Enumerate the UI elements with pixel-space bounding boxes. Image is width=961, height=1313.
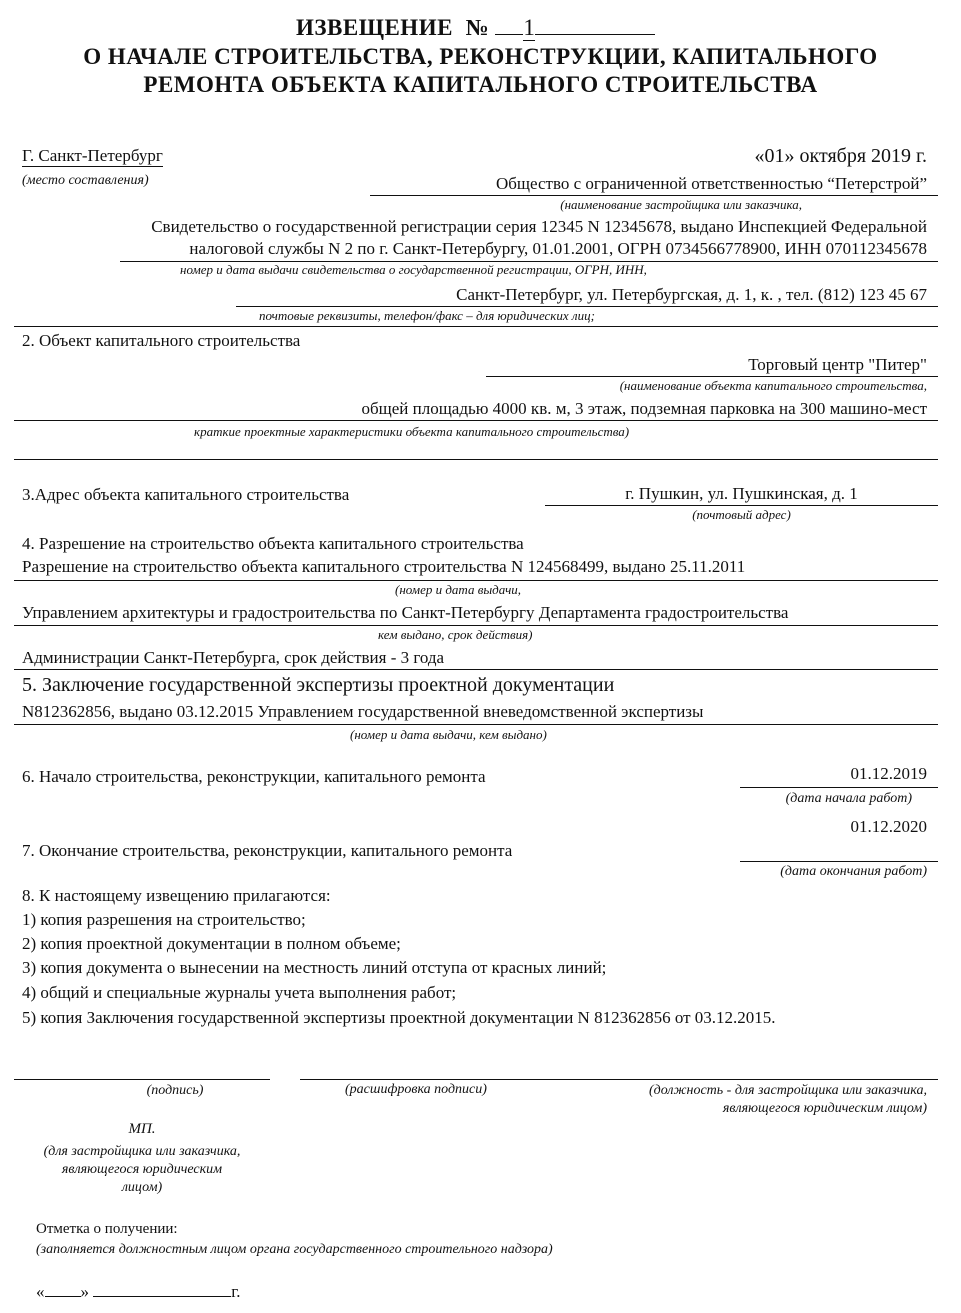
separator-line-1 [14, 326, 938, 327]
title-line-2: О НАЧАЛЕ СТРОИТЕЛЬСТВА, РЕКОНСТРУКЦИИ, КАПИТАЛЬНОГО [83, 44, 878, 69]
decoding-caption: (расшифровка подписи) [345, 1082, 487, 1097]
start-date: 01.12.2019 [850, 764, 927, 783]
section-2-label: 2. Объект капитального строительства [22, 331, 301, 350]
developer-name: Общество с ограниченной ответственностью “Петерстрой” [496, 174, 927, 193]
section-3-label: 3.Адрес объекта капитального строительства [22, 485, 350, 504]
place-caption: (место составления) [22, 173, 149, 188]
registration-line-1: Свидетельство о государственной регистрации серия 12345 N 12345678, выдано Инспекцией Федеральной [151, 217, 927, 236]
decoding-position-line [300, 1079, 938, 1080]
contacts-line [236, 306, 938, 307]
seal-caption-1: (для застройщика или заказчика, [43, 1144, 241, 1159]
position-caption-2: являющегося юридическим лицом) [722, 1101, 927, 1116]
position-caption-1: (должность - для застройщика или заказчика, [649, 1083, 927, 1098]
developer-name-line [370, 195, 938, 196]
permit-line [14, 580, 938, 581]
notice-number: 1 [523, 15, 536, 40]
expertise-line [14, 724, 938, 725]
permit-issuer: Управлением архитектуры и градостроительства по Санкт-Петербургу Департамента градостроительства [22, 603, 789, 622]
registration-caption: номер и дата выдачи свидетельства о государственной регистрации, ОГРН, ИНН, [180, 262, 647, 277]
number-sign: № [465, 15, 490, 40]
quote-open: « [36, 1282, 45, 1301]
object-name-line [486, 376, 938, 377]
address-line [545, 505, 938, 506]
attachment-item: 5) копия Заключения государственной экспертизы проектной документации N 812362856 от 03.12.2015. [22, 1008, 776, 1027]
receipt-caption: (заполняется должностным лицом органа государственного строительного надзора) [36, 1242, 553, 1257]
object-address: г. Пушкин, ул. Пушкинская, д. 1 [625, 484, 858, 503]
section-7-label: 7. Окончание строительства, реконструкции, капитального ремонта [22, 841, 513, 860]
issuer-caption: кем выдано, срок действия) [378, 627, 533, 642]
contacts-caption: почтовые реквизиты, телефон/факс – для юридических лиц; [259, 308, 595, 323]
year-suffix: г. [231, 1282, 241, 1301]
attachment-item: 1) копия разрешения на строительство; [22, 910, 306, 929]
registration-line-2: налоговой службы N 2 по г. Санкт-Петербургу, 01.01.2001, ОГРН 0734566778900, ИНН 070112345678 [189, 239, 927, 258]
start-date-line [740, 787, 938, 788]
start-date-caption: (дата начала работ) [785, 791, 912, 806]
address-caption: (почтовый адрес) [692, 507, 791, 522]
end-date-caption: (дата окончания работ) [780, 864, 927, 879]
signature-line [14, 1079, 270, 1080]
title-line-3: РЕМОНТА ОБЪЕКТА КАПИТАЛЬНОГО СТРОИТЕЛЬСТВА [143, 72, 818, 97]
document-title [296, 15, 655, 41]
section-6-label: 6. Начало строительства, реконструкции, капитального ремонта [22, 767, 486, 786]
issuer-line [14, 625, 938, 626]
end-date-line [740, 861, 938, 862]
signature-caption: (подпись) [146, 1083, 204, 1098]
place-value: Г. Санкт-Петербург [22, 146, 163, 165]
permit-caption: (номер и дата выдачи, [395, 582, 522, 597]
characteristics-line [14, 420, 938, 421]
seal-caption-2: являющегося юридическим [61, 1162, 223, 1177]
expertise-caption: (номер и дата выдачи, кем выдано) [350, 727, 547, 742]
seal-mark: МП. [128, 1121, 156, 1137]
separator-line-2 [14, 459, 938, 460]
developer-contacts: Санкт-Петербург, ул. Петербургская, д. 1, к. , тел. (812) 123 45 67 [456, 285, 927, 304]
attachment-item: 3) копия документа о вынесении на местность линий отступа от красных линий; [22, 958, 607, 977]
object-characteristics: общей площадью 4000 кв. м, 3 этаж, подземная парковка на 300 машино-мест [361, 399, 927, 418]
object-name-caption: (наименование объекта капитального строительства, [619, 378, 927, 393]
characteristics-caption: краткие проектные характеристики объекта капитального строительства) [194, 424, 630, 439]
permit-value: Разрешение на строительство объекта капитального строительства N 124568499, выдано 25.11.2011 [22, 557, 746, 576]
end-date: 01.12.2020 [850, 817, 927, 836]
developer-name-caption: (наименование застройщика или заказчика, [560, 197, 802, 212]
quote-close: » [80, 1282, 89, 1301]
issuer-cont-line [14, 669, 938, 670]
attachment-item: 4) общий и специальные журналы учета выполнения работ; [22, 983, 457, 1002]
section-5-label: 5. Заключение государственной экспертизы проектной документации [22, 674, 615, 696]
title-word: ИЗВЕЩЕНИЕ [296, 15, 453, 40]
attachment-item: 2) копия проектной документации в полном объеме; [22, 934, 401, 953]
section-4-label: 4. Разрешение на строительство объекта капитального строительства [22, 534, 524, 553]
seal-caption-3: лицом) [121, 1180, 163, 1195]
document-date: «01» октября 2019 г. [754, 145, 927, 167]
receipt-label: Отметка о получении: [36, 1221, 178, 1237]
expertise-value: N812362856, выдано 03.12.2015 Управлением государственной вневедомственной экспертизы [22, 702, 704, 721]
receipt-date [36, 1278, 241, 1302]
object-name: Торговый центр "Питер" [748, 355, 927, 374]
permit-issuer-continued: Администрации Санкт-Петербурга, срок действия - 3 года [22, 648, 445, 667]
section-8-label: 8. К настоящему извещению прилагаются: [22, 886, 331, 905]
